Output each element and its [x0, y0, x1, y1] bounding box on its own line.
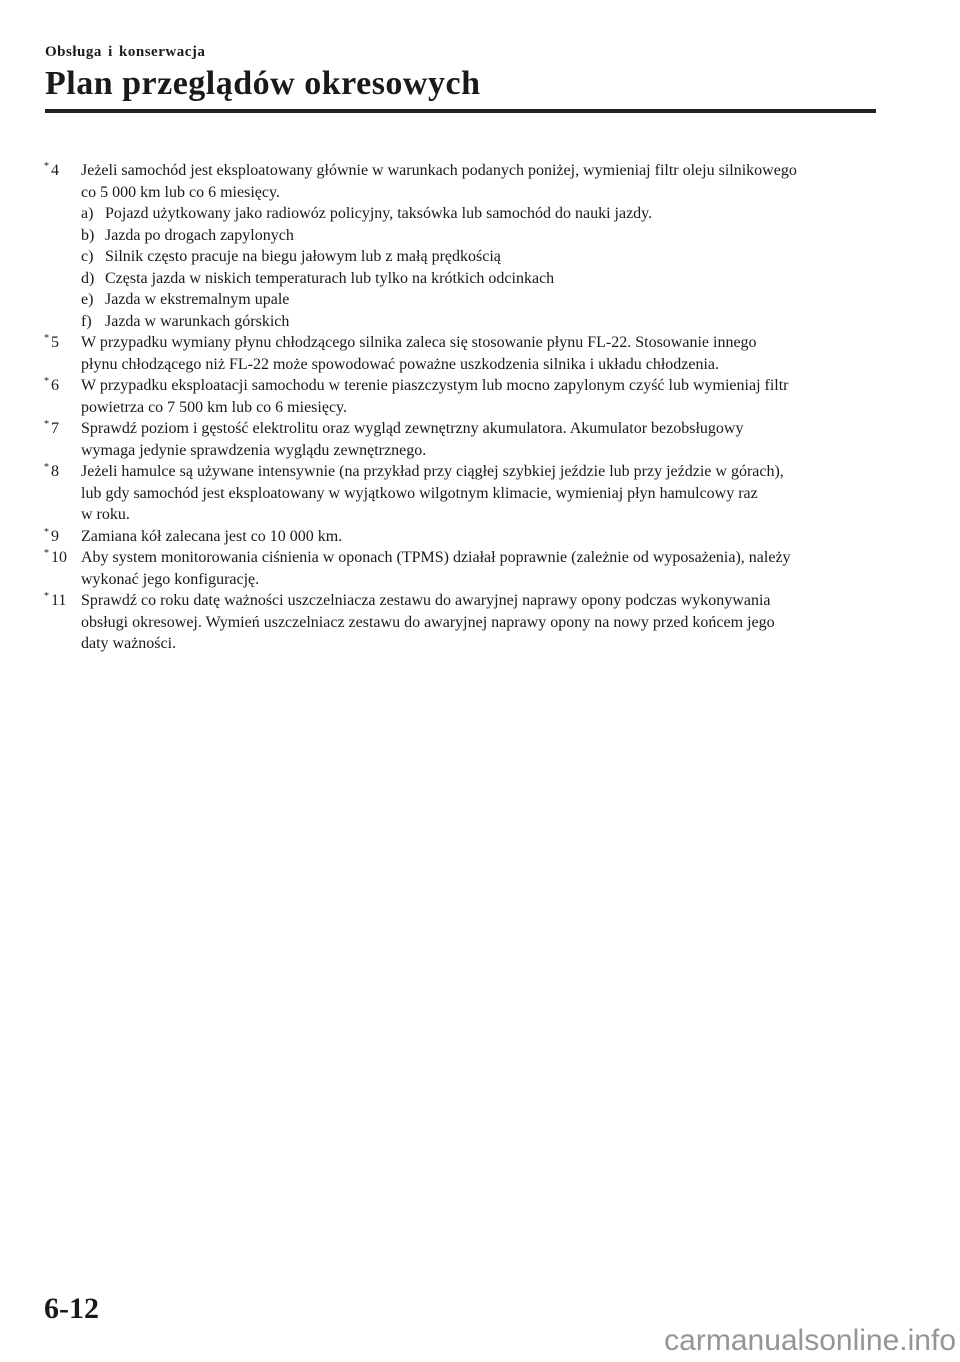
footnote-line: płynu chłodzącego niż FL-22 może spowodować poważne uszkodzenia silnika i układu chłodzenia.	[81, 355, 720, 373]
footnote-line: powietrza co 7 500 km lub co 6 miesięcy.	[81, 398, 347, 416]
footnote-line: wymaga jedynie sprawdzenia wyglądu zewnętrznego.	[81, 441, 427, 459]
footnote-number-text: 11	[51, 592, 67, 609]
footnote-5	[44, 332, 884, 375]
footnote-marker: *	[44, 526, 49, 538]
footnote-number	[44, 375, 59, 399]
sub-item-text: Pojazd użytkowany jako radiowóz policyjny, taksówka lub samochód do nauki jazdy.	[105, 205, 653, 222]
sub-item-letter: a)	[81, 205, 94, 222]
footnote-marker: *	[44, 591, 49, 602]
section-label: Obsługa i konserwacja	[45, 44, 206, 60]
footnote-7	[44, 418, 884, 461]
watermark: carmanualsonline.info	[664, 1324, 956, 1357]
footnote-number	[44, 332, 59, 356]
sub-item-letter: b)	[81, 226, 95, 244]
footnote-10	[44, 547, 884, 590]
footnote-number-text: 7	[51, 420, 59, 437]
page-number: 6-12	[44, 1292, 99, 1325]
sub-item-letter: f)	[81, 312, 92, 330]
footnote-11	[44, 590, 884, 655]
sub-item-letter: e)	[81, 291, 94, 308]
sub-item-text: Jazda w ekstremalnym upale	[105, 291, 290, 308]
footnote-number-text: 9	[51, 527, 59, 545]
footnote-line: daty ważności.	[81, 635, 177, 652]
footnote-number-text: 10	[51, 549, 67, 566]
footnote-number-text: 5	[51, 334, 59, 351]
footnote-sub-item	[81, 203, 884, 225]
footnote-sub-item	[81, 268, 884, 290]
sub-item-text: Silnik często pracuje na biegu jałowym lub z małą prędkością	[105, 248, 501, 265]
footnote-line: co 5 000 km lub co 6 miesięcy.	[81, 183, 280, 201]
footnote-line: Sprawdź poziom i gęstość elektrolitu oraz wygląd zewnętrzny akumulatora. Akumulator bezobsługowy	[81, 420, 744, 437]
sub-item-letter: c)	[81, 248, 94, 265]
sub-item-text: Jazda w warunkach górskich	[105, 312, 290, 330]
footnote-number	[44, 526, 59, 550]
title-rule	[45, 109, 876, 113]
footnote-line: obsługi okresowej. Wymień uszczelniacz zestawu do awaryjnej naprawy opony na nowy przed końcem jego	[81, 613, 775, 631]
footnote-line: W przypadku wymiany płynu chłodzącego silnika zaleca się stosowanie płynu FL-22. Stosowanie innego	[81, 334, 757, 351]
footnote-line: w roku.	[81, 506, 130, 523]
footnote-8	[44, 461, 884, 526]
sub-item-text: Jazda po drogach zapylonych	[105, 226, 294, 244]
footnote-number-text: 4	[51, 162, 59, 179]
footnote-line: W przypadku eksploatacji samochodu w terenie piaszczystym lub mocno zapylonym czyść lub wymieniaj filtr	[81, 377, 789, 394]
footnote-number	[44, 160, 59, 184]
footnote-line: lub gdy samochód jest eksploatowany w wyjątkowo wilgotnym klimacie, wymieniaj płyn hamulcowy raz	[81, 484, 758, 502]
footnote-marker: *	[44, 548, 49, 559]
footnote-sub-item	[81, 311, 884, 333]
footnotes-list	[44, 160, 884, 655]
footnote-number	[44, 418, 59, 442]
footnote-number-text: 6	[51, 377, 59, 394]
footnote-line: Aby system monitorowania ciśnienia w oponach (TPMS) działał poprawnie (zależnie od wyposażenia), należy	[81, 549, 791, 566]
footnote-6	[44, 375, 884, 418]
footnote-number	[44, 461, 59, 485]
footnote-line: Jeżeli samochód jest eksploatowany głównie w warunkach podanych poniżej, wymieniaj filtr oleju silnikowego	[81, 162, 797, 179]
footnote-number	[44, 547, 67, 571]
footnote-marker: *	[44, 161, 49, 172]
footnote-line: Jeżeli hamulce są używane intensywnie (na przykład przy ciągłej szybkiej jeździe lub przy jeździe w górach),	[81, 463, 784, 480]
footnote-marker: *	[44, 333, 49, 344]
footnote-sub-item	[81, 246, 884, 268]
footnote-4	[44, 160, 884, 332]
page-title: Plan przeglądów okresowych	[45, 65, 481, 102]
footnote-marker: *	[44, 376, 49, 387]
footnote-marker: *	[44, 462, 49, 473]
footnote-sub-item	[81, 225, 884, 247]
footnote-9	[44, 526, 884, 548]
sub-item-letter: d)	[81, 269, 95, 287]
sub-item-text: Częsta jazda w niskich temperaturach lub tylko na krótkich odcinkach	[105, 269, 555, 287]
footnote-line: wykonać jego konfigurację.	[81, 570, 260, 588]
footnote-line: Sprawdź co roku datę ważności uszczelniacza zestawu do awaryjnej naprawy opony podczas wykonywania	[81, 592, 771, 609]
footnote-marker: *	[44, 419, 49, 430]
footnote-number-text: 8	[51, 463, 59, 480]
footnote-sub-item	[81, 289, 884, 311]
footnote-line: Zamiana kół zalecana jest co 10 000 km.	[81, 527, 343, 545]
footnote-number	[44, 590, 66, 614]
